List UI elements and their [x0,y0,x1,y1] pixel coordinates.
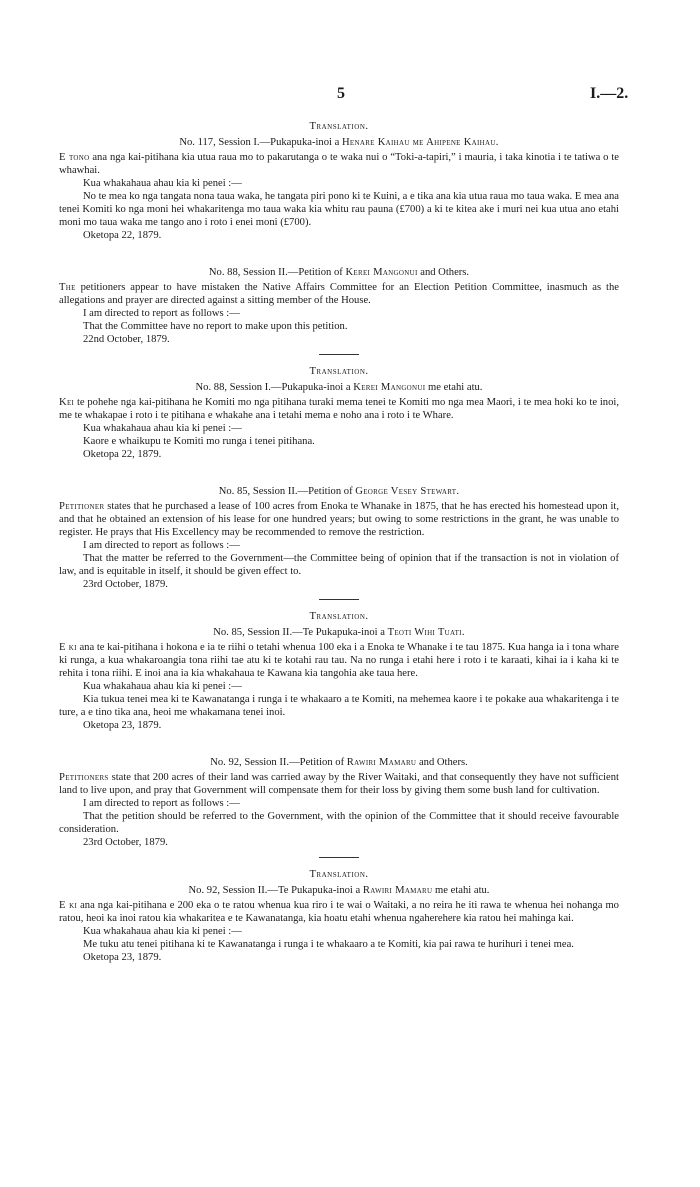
translation-heading: Translation. [309,869,369,880]
report-date: Oketopa 23, 1879. [83,952,162,963]
report-directive: Kua whakahaua ahau kia ki penei :— [83,423,242,434]
report-date: 22nd October, 1879. [83,334,170,345]
section-no-88-petition [59,266,619,346]
section-divider [319,599,359,600]
section-title: No. 117, Session I.—Pukapuka-inoi a Henare Kaihau me Ahipene Kaihau. [179,137,499,148]
translation-heading: Translation. [309,366,369,377]
petition-summary: Petitioner states that he purchased a lease of 100 acres from Enoka te Whanake in 1875, that he has erected his homestead upon it, and that he obtained an extension of his lease for one hundred years; but owing to some restrictions in the grant, he was unable to register. He prays that His Excellency may be recommended to remove the restriction. [59,501,619,538]
petition-summary: E ki ana nga kai-pitihana e 200 eka o te ratou whenua kua riro i te wai o Waitaki, a no reira he iti rawa te whenua hei nohanga mo ratou, heoi ka inoi ratou kia whakaritea e te Kawanatanga, kia hoatu etahi whenua ngaherehere kia ratou hei mahinga kai. [59,900,619,924]
section-no-85-petition [59,485,619,591]
section-divider [319,354,359,355]
petition-summary: E ki ana te kai-pitihana i hokona e ia te riihi o tetahi whenua 100 eka i a Enoka te Whanake i te tau 1875. Kua hanga ia i tona whare ki runga, a kua whakaroangia tona riihi tae atu ki te kotahi rau tau. Na no runga i etahi here i roto i te karaati, kihai ia i kaha ki te rehita i tona riihi. E inoi ana ia kia whakahaua te Kawana kia tangohia ake taua here. [59,642,619,679]
section-title: No. 85, Session II.—Te Pukapuka-inoi a Teoti Wihi Tuati. [213,627,465,638]
petition-summary: The petitioners appear to have mistaken the Native Affairs Committee for an Election Petition Committee, inasmuch as the allegations and prayer are directed against a sitting member of the House. [59,282,619,306]
committee-report: That the petition should be referred to the Government, with the opinion of the Committee that it should receive favourable consideration. [59,811,619,835]
translation-heading: Translation. [309,611,369,622]
committee-report: That the Committee have no report to make upon this petition. [83,321,348,332]
section-no-92-petition [59,756,619,849]
page-content [59,120,619,964]
report-directive: Kua whakahaua ahau kia ki penei :— [83,926,242,937]
petition-summary: Petitioners state that 200 acres of their land was carried away by the River Waitaki, and that consequently they have not sufficient land to live upon, and pray that Government will compensate them for their loss by giving them some bush land for cultivation. [59,772,619,796]
report-directive: Kua whakahaua ahau kia ki penei :— [83,178,242,189]
section-no-117-translation [59,120,619,242]
section-title: No. 85, Session II.—Petition of George Vesey Stewart. [218,486,460,497]
report-directive: Kua whakahaua ahau kia ki penei :— [83,681,242,692]
report-directive: I am directed to report as follows :— [83,308,240,319]
report-date: 23rd October, 1879. [83,579,168,590]
section-no-85-translation [59,610,619,732]
report-directive: I am directed to report as follows :— [83,540,240,551]
report-date: Oketopa 23, 1879. [83,720,162,731]
report-date: 23rd October, 1879. [83,837,168,848]
petition-summary: E tono ana nga kai-pitihana kia utua raua mo to pakarutanga o te waka nui o “Toki-a-tapiri,” i mauria, i taka kinotia i te tatiwa o te whawhai. [59,152,619,176]
committee-report: Kia tukua tenei mea ki te Kawanatanga i runga i te whakaaro a te Komiti, na mehemea kaore i te pokake aua whakaritenga i te ture, a e tino tika ana, heoi me whakamana tenei inoi. [59,694,619,718]
committee-report: Me tuku atu tenei pitihana ki te Kawanatanga i runga i te whakaaro a te Komiti, kia pai rawa te hurihuri i tenei mea. [83,939,574,950]
section-no-92-translation [59,868,619,964]
committee-report: Kaore e whaikupu te Komiti mo runga i tenei pitihana. [83,436,315,447]
section-title: No. 88, Session I.—Pukapuka-inoi a Kerei Mangonui me etahi atu. [195,382,483,393]
report-date: Oketopa 22, 1879. [83,449,162,460]
section-no-88-translation [59,365,619,461]
translation-heading: Translation. [309,121,369,132]
committee-report: No te mea ko nga tangata nona taua waka, he tangata piri pono ki te Kuini, a e tika ana kia utua raua mo taua waka. E mea ana tenei Komiti ko nga moni hei whakaritenga mo taua waka kia whitu rau pauna (£700) a ki te kitea ake i muri nei kua utua ano etahi moni mo taua waka me tango ano i roto i enei moni (£700). [59,191,619,228]
section-divider [319,857,359,858]
petition-summary: Kei te pohehe nga kai-pitihana he Komiti mo nga pitihana turaki mema tenei te Komiti mo nga mea Maori, i te mea hoki ko te inoi, me te whakapae i roto i te pitihana e whakahe ana i tetahi mema e noho ana i roto i te Whare. [59,397,619,421]
section-title: No. 92, Session II.—Te Pukapuka-inoi a Rawiri Mamaru me etahi atu. [188,885,490,896]
report-date: Oketopa 22, 1879. [83,230,162,241]
report-directive: I am directed to report as follows :— [83,798,240,809]
section-title: No. 92, Session II.—Petition of Rawiri Mamaru and Others. [210,757,468,768]
section-title: No. 88, Session II.—Petition of Kerei Mangonui and Others. [208,267,470,278]
committee-report: That the matter be referred to the Government—the Committee being of opinion that if the transaction is not in violation of law, and is equitable in itself, it should be given effect to. [59,553,619,577]
document-reference: I.—2. [590,85,629,102]
page-number: 5 [337,85,345,102]
